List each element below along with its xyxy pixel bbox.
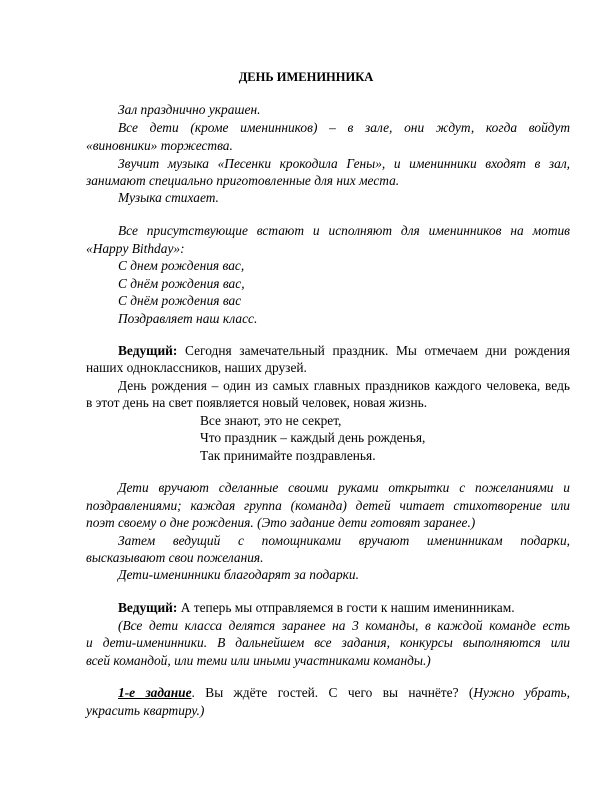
poem-line: Что праздник – каждый день рожденья, <box>200 430 426 445</box>
poem-line: Все знают, это не секрет, <box>200 413 342 428</box>
task-line: украсить квартиру.) <box>86 703 205 718</box>
cards-line: поздравлениями; каждая группа (команда) детей читает стихотворение или <box>86 498 570 513</box>
task-text: . Вы ждёте гостей. С чего вы начнёте? ( <box>191 685 474 700</box>
teams-line: (Все дети класса делятся заранее на 3 команды, в каждой команде есть <box>118 618 570 633</box>
song-verse-line: С днём рождения вас, <box>118 276 245 291</box>
task-line <box>118 684 570 701</box>
cards-line: Дети вручают сделанные своими руками открытки с пожеланиями и <box>118 480 570 495</box>
task-label: 1-е задание <box>118 685 192 700</box>
intro-line: занимают специально приготовленные для них места. <box>86 173 400 188</box>
cards-line: Дети-именинники благодарят за подарки. <box>118 567 359 582</box>
song-verse-line: С днём рождения вас <box>118 293 242 308</box>
teams-line: и дети-именинники. В дальнейшем все задания, конкурсы выполняются или <box>86 635 570 650</box>
poem-line: Так принимайте поздравленья. <box>200 448 376 463</box>
speech-text: Сегодня замечательный праздник. Мы отмечаем дни рождения <box>185 343 570 358</box>
speaker-label: Ведущий: <box>118 343 178 358</box>
song-verse-line: С днем рождения вас, <box>118 258 245 273</box>
task-answer: Нужно убрать, <box>473 685 570 700</box>
song-verse-line: Поздравляет наш класс. <box>118 311 258 326</box>
cards-line: поэт своему о дне рождения. (Это задание дети готовят заранее.) <box>86 515 476 530</box>
host-speech-line: в этот день на свет появляется новый человек, новая жизнь. <box>86 395 428 410</box>
host-speech-line <box>118 342 570 359</box>
intro-line: Все дети (кроме именинников) – в зале, они ждут, когда войдут <box>118 120 570 135</box>
document-title: ДЕНЬ ИМЕНИННИКА <box>238 70 374 84</box>
host-speech-line: День рождения – один из самых главных праздников каждого человека, ведь <box>118 378 570 393</box>
intro-line: «виновники» торжества. <box>86 138 233 153</box>
host-speech-line <box>118 599 570 616</box>
teams-line: всей командой, или теми или иными участниками команды.) <box>86 653 431 668</box>
host-speech-line: наших одноклассников, наших друзей. <box>86 360 307 375</box>
intro-line: Музыка стихает. <box>118 190 219 205</box>
song-intro-line: «Happy Bithday»: <box>86 241 185 256</box>
intro-line: Звучит музыка «Песенки крокодила Гены», и именинники входят в зал, <box>118 156 570 171</box>
cards-line: высказывают свои пожелания. <box>86 550 264 565</box>
speaker-label: Ведущий: <box>118 600 178 615</box>
speech-text: А теперь мы отправляемся в гости к нашим именинникам. <box>180 600 515 615</box>
song-intro-line: Все присутствующие встают и исполняют для именинников на мотив <box>118 223 570 238</box>
intro-line: Зал празднично украшен. <box>118 102 261 117</box>
cards-line: Затем ведущий с помощниками вручают именинникам подарки, <box>118 533 570 548</box>
